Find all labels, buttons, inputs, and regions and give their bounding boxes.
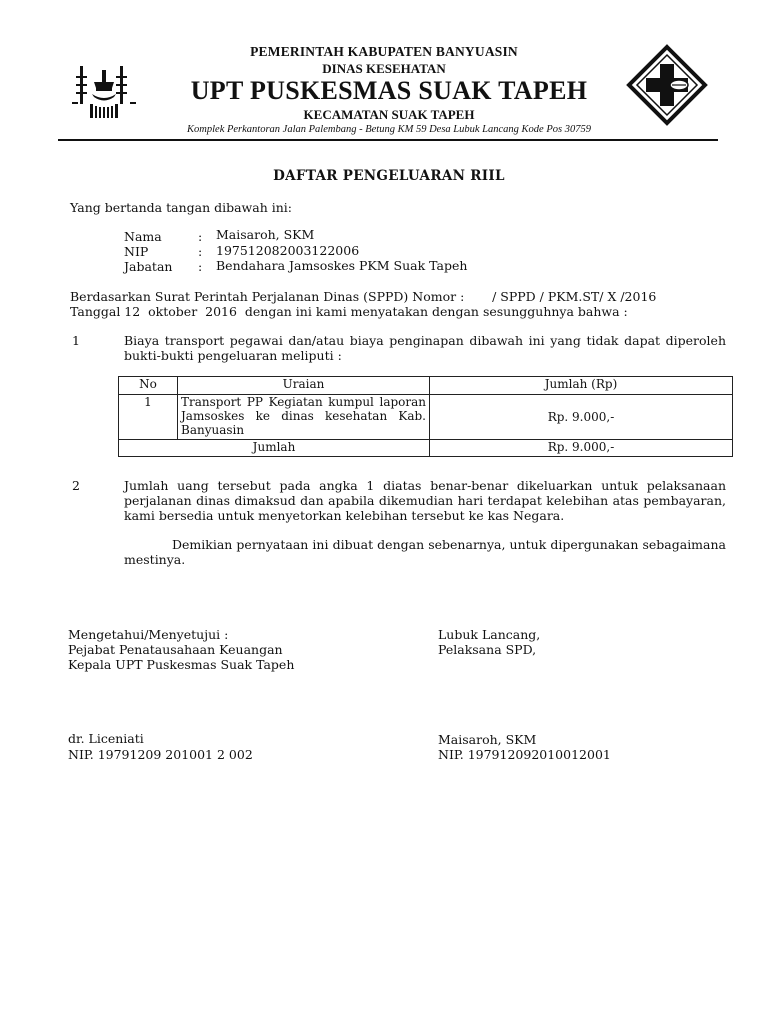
basis-line-2: Tanggal 12 oktober 2016 dengan ini kami menyatakan dengan sesungguhnya bahwa :	[70, 304, 628, 319]
sign-left-line-3: Kepala UPT Puskesmas Suak Tapeh	[68, 657, 295, 672]
identity-sep: :	[198, 259, 203, 274]
sign-right-line-1: Lubuk Lancang,	[438, 627, 541, 642]
header-government: PEMERINTAH KABUPATEN BANYUASIN	[250, 44, 518, 59]
header-title: UPT PUSKESMAS SUAK TAPEH	[190, 76, 588, 105]
header-department: DINAS KESEHATAN	[322, 61, 446, 76]
cell-jumlah: Rp. 9.000,-	[430, 395, 733, 440]
identity-value-name: Maisaroh, SKM	[216, 227, 315, 242]
table-header-row	[119, 377, 733, 395]
table-row	[119, 395, 733, 440]
identity-label-nip: NIP	[124, 244, 149, 259]
header-district: KECAMATAN SUAK TAPEH	[303, 107, 475, 122]
sign-right-name: Maisaroh, SKM	[438, 732, 537, 747]
table-total-row	[119, 440, 733, 457]
identity-label-position: Jabatan	[124, 259, 173, 274]
column-header-no: No	[119, 377, 178, 395]
intro-text: Yang bertanda tangan dibawah ini:	[70, 200, 292, 215]
identity-value-nip: 197512082003122006	[216, 243, 360, 258]
item-2-text: Jumlah uang tersebut pada angka 1 diatas benar-benar dikeluarkan untuk pelaksanaan perjalanan dinas dimaksud dan apabila dikemudian hari terdapat kelebihan atas pembayaran, kami bersedia untuk menyetorkan kelebihan tersebut ke kas Negara.	[124, 478, 726, 523]
sign-right-line-2: Pelaksana SPD,	[438, 642, 537, 657]
total-label: Jumlah	[119, 440, 430, 457]
item-1-text: Biaya transport pegawai dan/atau biaya penginapan dibawah ini yang tidak dapat diperoleh bukti-bukti pengeluaran meliputi :	[124, 333, 726, 363]
header-address: Komplek Perkantoran Jalan Palembang - Betung KM 59 Desa Lubuk Lancang Kode Pos 30759	[187, 124, 591, 135]
identity-value-position: Bendahara Jamsoskes PKM Suak Tapeh	[216, 258, 468, 273]
item-number: 2	[72, 478, 80, 493]
sign-left-name: dr. Liceniati	[68, 731, 144, 746]
item-number: 1	[72, 333, 80, 348]
sign-left-nip: NIP. 19791209 201001 2 002	[68, 747, 253, 762]
identity-label-name: Nama	[124, 229, 162, 244]
identity-sep: :	[198, 244, 203, 259]
document-title: DAFTAR PENGELUARAN RIIL	[273, 168, 505, 184]
column-header-uraian: Uraian	[178, 377, 430, 395]
total-value: Rp. 9.000,-	[430, 440, 733, 457]
expense-table	[118, 376, 733, 457]
identity-sep: :	[198, 229, 203, 244]
cell-uraian: Transport PP Kegiatan kumpul laporan Jamsoskes ke dinas kesehatan Kab. Banyuasin	[178, 395, 430, 440]
basis-line-1: Berdasarkan Surat Perintah Perjalanan Dinas (SPPD) Nomor : / SPPD / PKM.ST/ X /2016	[70, 289, 657, 304]
header-divider	[58, 139, 718, 141]
sign-left-line-2: Pejabat Penatausahaan Keuangan	[68, 642, 283, 657]
closing-text: Demikian pernyataan ini dibuat dengan sebenarnya, untuk dipergunakan sebagaimana mestinya.	[124, 537, 726, 567]
banyuasin-regency-emblem-icon	[68, 62, 140, 124]
cell-no: 1	[119, 395, 178, 440]
column-header-jumlah: Jumlah (Rp)	[430, 377, 733, 395]
puskesmas-cross-logo-icon	[626, 44, 708, 126]
sign-right-nip: NIP. 197912092010012001	[438, 747, 611, 762]
sign-left-line-1: Mengetahui/Menyetujui :	[68, 627, 229, 642]
